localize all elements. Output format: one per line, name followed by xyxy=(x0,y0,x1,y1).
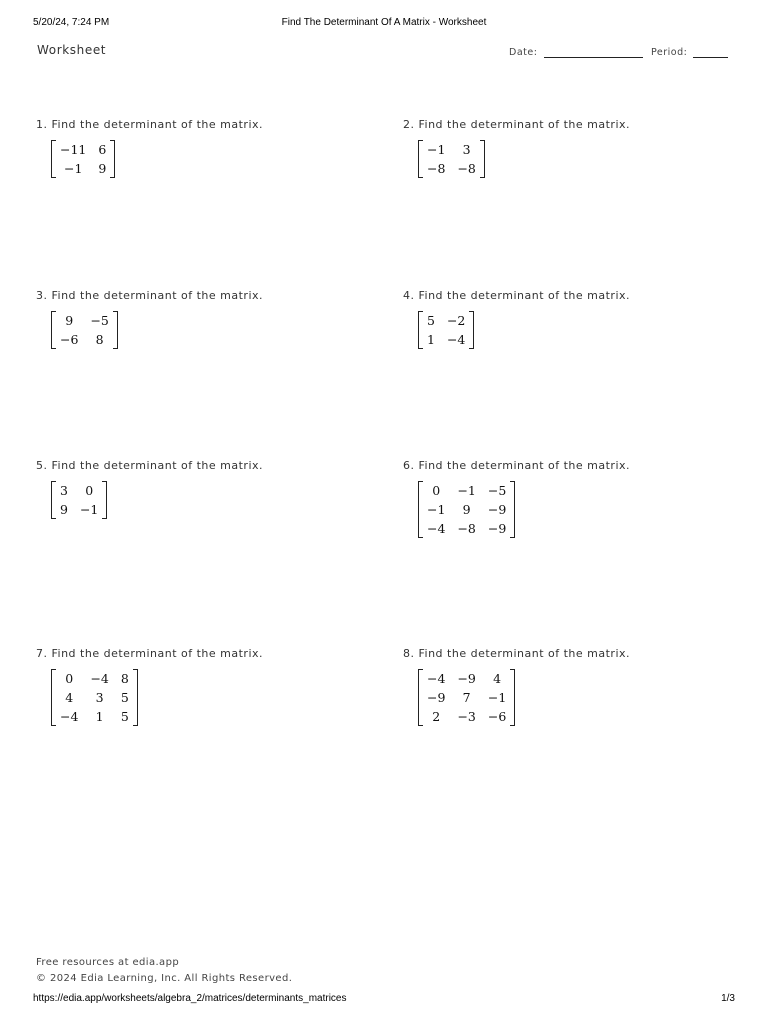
matrix-row xyxy=(54,159,112,178)
matrix-cell: 1 xyxy=(95,709,104,724)
print-datetime: 5/20/24, 7:24 PM xyxy=(33,17,110,28)
problem-prompt xyxy=(403,118,630,131)
matrix-cell: −8 xyxy=(457,161,476,176)
matrix-cell: −1 xyxy=(427,502,446,517)
worksheet-title: Worksheet xyxy=(37,43,107,57)
matrix-left-bracket xyxy=(418,140,423,178)
matrix xyxy=(418,311,474,349)
matrix-cell: −4 xyxy=(427,521,446,536)
matrix-grid xyxy=(54,311,115,349)
matrix-right-bracket xyxy=(110,140,115,178)
matrix-cell: −1 xyxy=(457,483,476,498)
problem-8 xyxy=(403,647,630,731)
problem-prompt xyxy=(403,647,630,660)
matrix-right-bracket xyxy=(102,481,107,519)
matrix-row xyxy=(54,140,112,159)
print-page-number: 1/3 xyxy=(721,993,735,1004)
matrix-cell: 9 xyxy=(60,502,68,517)
matrix-cell: −6 xyxy=(60,332,79,347)
matrix-cell: 8 xyxy=(120,671,129,686)
matrix-left-bracket xyxy=(51,140,56,178)
problem-prompt xyxy=(36,289,263,302)
matrix-cell: −4 xyxy=(90,671,109,686)
matrix-row xyxy=(421,519,512,538)
matrix-cell: −1 xyxy=(487,690,507,705)
matrix xyxy=(418,481,515,538)
matrix-row xyxy=(54,311,115,330)
problem-5 xyxy=(36,459,263,524)
print-url: https://edia.app/worksheets/algebra_2/matrices/determinants_matrices xyxy=(33,993,347,1004)
matrix-cell: −4 xyxy=(60,709,79,724)
matrix-cell: 1 xyxy=(427,332,435,347)
problem-1 xyxy=(36,118,263,183)
problem-text: Find the determinant of the matrix. xyxy=(51,647,264,660)
matrix-row xyxy=(421,500,512,519)
matrix-cell: 8 xyxy=(95,332,104,347)
matrix-grid xyxy=(421,140,482,178)
matrix-cell: −8 xyxy=(427,161,446,176)
matrix-row xyxy=(54,707,135,726)
matrix-cell: 9 xyxy=(462,502,471,517)
problem-2 xyxy=(403,118,630,183)
matrix-grid xyxy=(421,311,471,349)
matrix-row xyxy=(421,330,471,349)
problem-number: 2. xyxy=(403,118,415,131)
matrix-cell: −1 xyxy=(63,161,83,176)
matrix-cell: −11 xyxy=(60,142,87,157)
problem-text: Find the determinant of the matrix. xyxy=(51,118,264,131)
matrix-left-bracket xyxy=(51,481,56,519)
matrix xyxy=(51,481,107,519)
matrix-cell: 0 xyxy=(65,671,74,686)
matrix-row xyxy=(421,159,482,178)
matrix-left-bracket xyxy=(418,481,423,538)
matrix-row xyxy=(54,481,104,500)
footer-resources: Free resources at edia.app xyxy=(36,957,180,968)
problem-prompt xyxy=(36,459,263,472)
problem-number: 3. xyxy=(36,289,48,302)
problem-3 xyxy=(36,289,263,354)
matrix-row xyxy=(421,140,482,159)
matrix-cell: −4 xyxy=(427,671,446,686)
matrix xyxy=(51,140,115,178)
matrix-row xyxy=(421,481,512,500)
matrix-cell: 3 xyxy=(95,690,104,705)
matrix xyxy=(51,311,118,349)
problem-prompt xyxy=(36,647,263,660)
date-label: Date: xyxy=(509,47,538,58)
problem-number: 4. xyxy=(403,289,415,302)
matrix-cell: −1 xyxy=(427,142,446,157)
matrix-grid xyxy=(421,481,512,538)
problem-prompt xyxy=(36,118,263,131)
footer-copyright: © 2024 Edia Learning, Inc. All Rights Reserved. xyxy=(36,973,293,984)
matrix-grid xyxy=(421,669,512,726)
matrix-row xyxy=(421,707,512,726)
matrix-cell: 2 xyxy=(432,709,441,724)
matrix-left-bracket xyxy=(418,669,423,726)
problem-text: Find the determinant of the matrix. xyxy=(418,118,631,131)
problem-text: Find the determinant of the matrix. xyxy=(418,459,631,472)
matrix-row xyxy=(421,669,512,688)
matrix-grid xyxy=(54,481,104,519)
problem-number: 7. xyxy=(36,647,48,660)
matrix-right-bracket xyxy=(133,669,138,726)
matrix-cell: −3 xyxy=(457,709,476,724)
matrix-cell: −9 xyxy=(427,690,446,705)
matrix xyxy=(51,669,138,726)
matrix-cell: −9 xyxy=(487,521,507,536)
matrix-cell: −4 xyxy=(446,332,466,347)
problem-number: 5. xyxy=(36,459,48,472)
matrix-cell: −8 xyxy=(457,521,476,536)
matrix-grid xyxy=(54,140,112,178)
matrix-right-bracket xyxy=(469,311,474,349)
matrix-cell: 5 xyxy=(427,313,435,328)
problem-7 xyxy=(36,647,263,731)
matrix-right-bracket xyxy=(480,140,485,178)
matrix-right-bracket xyxy=(510,669,515,726)
matrix-cell: 3 xyxy=(60,483,68,498)
matrix-cell: 7 xyxy=(462,690,471,705)
print-title: Find The Determinant Of A Matrix - Worksheet xyxy=(281,17,487,28)
problem-prompt xyxy=(403,289,630,302)
matrix-cell: −9 xyxy=(457,671,476,686)
problem-number: 1. xyxy=(36,118,48,131)
problem-prompt xyxy=(403,459,630,472)
matrix xyxy=(418,140,485,178)
matrix-cell: 5 xyxy=(120,690,129,705)
problem-text: Find the determinant of the matrix. xyxy=(418,647,631,660)
matrix-cell: −1 xyxy=(79,502,99,517)
matrix-cell: 0 xyxy=(432,483,441,498)
matrix-left-bracket xyxy=(51,311,56,349)
matrix-cell: 4 xyxy=(493,671,502,686)
matrix-grid xyxy=(54,669,135,726)
matrix-cell: −5 xyxy=(487,483,507,498)
period-label: Period: xyxy=(651,47,688,58)
matrix-cell: −6 xyxy=(487,709,507,724)
period-blank-line[interactable] xyxy=(693,57,728,58)
matrix-row xyxy=(421,311,471,330)
problem-6 xyxy=(403,459,630,543)
problem-4 xyxy=(403,289,630,354)
problem-number: 8. xyxy=(403,647,415,660)
problem-number: 6. xyxy=(403,459,415,472)
matrix-cell: 9 xyxy=(65,313,74,328)
matrix-cell: −9 xyxy=(487,502,507,517)
matrix-cell: 3 xyxy=(462,142,471,157)
matrix-left-bracket xyxy=(51,669,56,726)
matrix-cell: 6 xyxy=(98,142,107,157)
matrix-row xyxy=(54,669,135,688)
matrix-right-bracket xyxy=(510,481,515,538)
matrix-row xyxy=(54,330,115,349)
problem-text: Find the determinant of the matrix. xyxy=(418,289,631,302)
matrix-cell: −2 xyxy=(446,313,466,328)
matrix-row xyxy=(54,500,104,519)
matrix xyxy=(418,669,515,726)
problem-text: Find the determinant of the matrix. xyxy=(51,289,264,302)
matrix-row xyxy=(421,688,512,707)
matrix-cell: 0 xyxy=(85,483,94,498)
matrix-cell: 4 xyxy=(65,690,74,705)
matrix-left-bracket xyxy=(418,311,423,349)
matrix-right-bracket xyxy=(113,311,118,349)
matrix-row xyxy=(54,688,135,707)
matrix-cell: −5 xyxy=(90,313,109,328)
matrix-cell: 9 xyxy=(98,161,107,176)
date-blank-line[interactable] xyxy=(544,57,643,58)
matrix-cell: 5 xyxy=(120,709,129,724)
problem-text: Find the determinant of the matrix. xyxy=(51,459,264,472)
